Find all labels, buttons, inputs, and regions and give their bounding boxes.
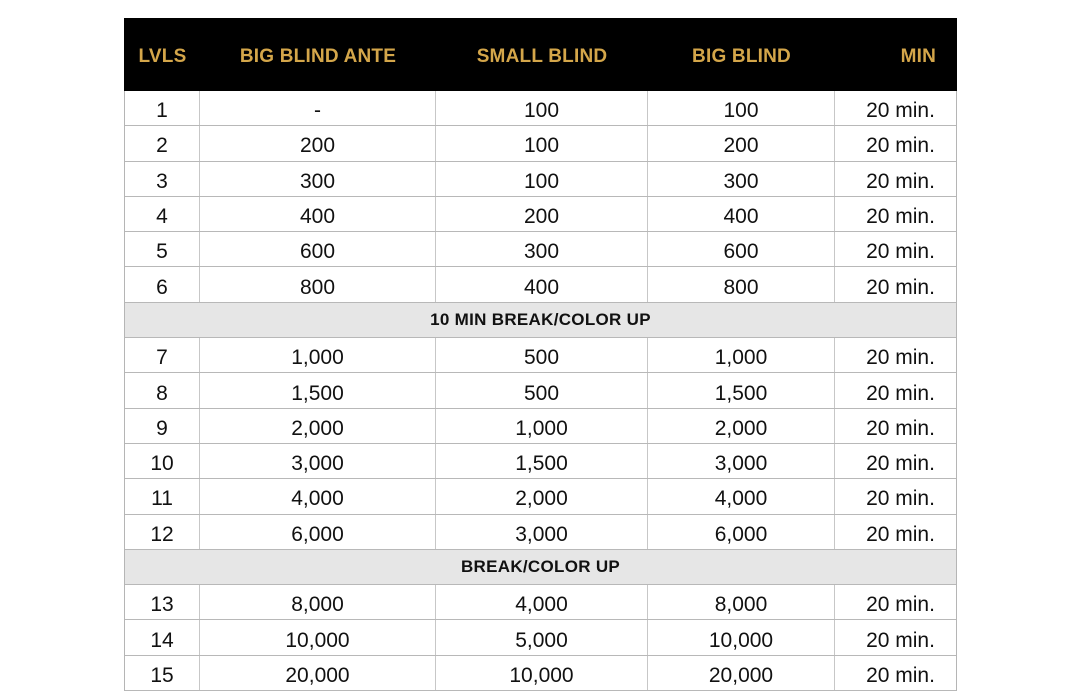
cell-big-blind: 8,000	[648, 585, 835, 619]
cell-minutes: 20 min.	[866, 169, 935, 193]
cell-small-blind: 300	[436, 232, 648, 266]
cell-big-blind: 10,000	[648, 620, 835, 654]
blind-structure-table	[124, 18, 957, 691]
cell-minutes: 20 min.	[866, 346, 935, 370]
cell-minutes: 20 min.	[866, 205, 935, 229]
header-small-blind: SMALL BLIND	[476, 45, 608, 67]
cell-small-blind: 100	[436, 91, 648, 125]
cell-small-blind: 3,000	[436, 515, 648, 549]
cell-big-blind: 4,000	[648, 479, 835, 513]
cell-big-blind: 6,000	[648, 515, 835, 549]
header-minutes: MIN	[900, 45, 936, 67]
cell-big-blind-ante: 10,000	[200, 620, 436, 654]
cell-level: 8	[125, 373, 200, 407]
cell-big-blind-ante: -	[200, 91, 436, 125]
cell-level: 9	[125, 409, 200, 443]
cell-small-blind: 200	[436, 197, 648, 231]
cell-big-blind: 300	[648, 162, 835, 196]
cell-small-blind: 500	[436, 338, 648, 372]
cell-big-blind-ante: 2,000	[200, 409, 436, 443]
cell-level: 2	[125, 126, 200, 160]
cell-level: 10	[125, 444, 200, 478]
table-row	[125, 267, 956, 302]
cell-big-blind-ante: 8,000	[200, 585, 436, 619]
table-header	[124, 18, 957, 91]
cell-big-blind: 1,500	[648, 373, 835, 407]
cell-big-blind: 20,000	[648, 656, 835, 690]
cell-big-blind-ante: 1,000	[200, 338, 436, 372]
header-big-blind-ante: BIG BLIND ANTE	[239, 45, 397, 67]
table-row	[125, 338, 956, 373]
cell-level: 14	[125, 620, 200, 654]
cell-big-blind-ante: 800	[200, 267, 436, 301]
table-body	[124, 91, 957, 691]
cell-big-blind-ante: 300	[200, 162, 436, 196]
table-row	[125, 409, 956, 444]
table-row	[125, 515, 956, 550]
cell-minutes: 20 min.	[866, 240, 935, 264]
cell-small-blind: 2,000	[436, 479, 648, 513]
cell-minutes: 20 min.	[866, 452, 935, 476]
header-levels: LVLS	[138, 45, 187, 67]
cell-level: 4	[125, 197, 200, 231]
cell-level: 7	[125, 338, 200, 372]
cell-big-blind-ante: 3,000	[200, 444, 436, 478]
table-row	[125, 479, 956, 514]
table-row	[125, 91, 956, 126]
cell-minutes: 20 min.	[866, 522, 935, 546]
header-big-blind: BIG BLIND	[692, 45, 791, 67]
table-row	[125, 197, 956, 232]
cell-big-blind: 1,000	[648, 338, 835, 372]
table-row	[125, 585, 956, 620]
cell-small-blind: 1,000	[436, 409, 648, 443]
cell-big-blind-ante: 4,000	[200, 479, 436, 513]
cell-minutes: 20 min.	[866, 593, 935, 617]
table-row	[125, 162, 956, 197]
cell-big-blind-ante: 400	[200, 197, 436, 231]
cell-minutes: 20 min.	[866, 275, 935, 299]
cell-minutes: 20 min.	[866, 381, 935, 405]
cell-level: 12	[125, 515, 200, 549]
cell-big-blind-ante: 600	[200, 232, 436, 266]
table-row	[125, 373, 956, 408]
break-row: BREAK/COLOR UP	[125, 550, 956, 585]
cell-level: 1	[125, 91, 200, 125]
cell-small-blind: 500	[436, 373, 648, 407]
table-row	[125, 656, 956, 691]
cell-minutes: 20 min.	[866, 416, 935, 440]
cell-small-blind: 100	[436, 126, 648, 160]
cell-minutes: 20 min.	[866, 487, 935, 511]
cell-small-blind: 4,000	[436, 585, 648, 619]
cell-minutes: 20 min.	[866, 99, 935, 123]
table-row	[125, 232, 956, 267]
cell-minutes: 20 min.	[866, 134, 935, 158]
table-row	[125, 444, 956, 479]
cell-level: 3	[125, 162, 200, 196]
cell-big-blind: 800	[648, 267, 835, 301]
cell-minutes: 20 min.	[866, 663, 935, 687]
cell-level: 5	[125, 232, 200, 266]
cell-big-blind: 3,000	[648, 444, 835, 478]
cell-level: 11	[125, 479, 200, 513]
cell-level: 6	[125, 267, 200, 301]
table-row	[125, 126, 956, 161]
cell-small-blind: 400	[436, 267, 648, 301]
cell-minutes: 20 min.	[866, 628, 935, 652]
cell-small-blind: 10,000	[436, 656, 648, 690]
cell-big-blind: 100	[648, 91, 835, 125]
cell-big-blind: 200	[648, 126, 835, 160]
break-row: 10 MIN BREAK/COLOR UP	[125, 303, 956, 338]
cell-big-blind: 2,000	[648, 409, 835, 443]
cell-level: 15	[125, 656, 200, 690]
cell-small-blind: 5,000	[436, 620, 648, 654]
cell-big-blind: 400	[648, 197, 835, 231]
cell-level: 13	[125, 585, 200, 619]
table-row	[125, 620, 956, 655]
cell-small-blind: 1,500	[436, 444, 648, 478]
cell-big-blind-ante: 200	[200, 126, 436, 160]
cell-small-blind: 100	[436, 162, 648, 196]
cell-big-blind-ante: 20,000	[200, 656, 436, 690]
cell-big-blind-ante: 6,000	[200, 515, 436, 549]
cell-big-blind-ante: 1,500	[200, 373, 436, 407]
cell-big-blind: 600	[648, 232, 835, 266]
